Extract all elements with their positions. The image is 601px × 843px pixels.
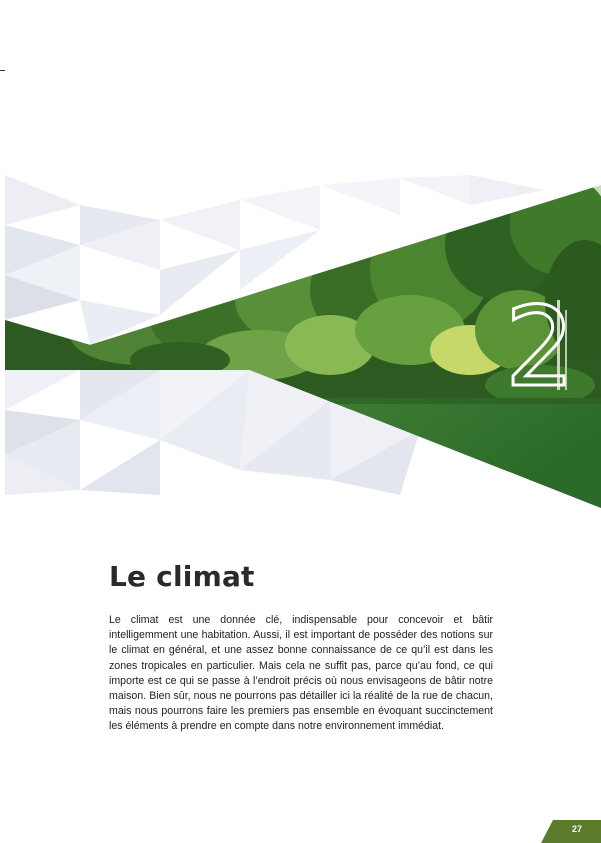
chapter-intro-paragraph: Le climat est une donnée clé, indispensable pour concevoir et bâtir intelligemment une habitation. Aussi, il est important de posséder des notions sur le climat en général, et une assez bonne connaissance de ce qu’il est dans les zones tropicales en particulier. Mais cela ne suffit pas, parce qu’au fond, ce qui importe est ce qui se passe à l’endroit précis où nous envisageons de bâtir notre maison. Bien sûr, nous ne pourrons pas détailler ici la réalité de la rue de chacun, mais nous pourrons faire les premiers pas ensemble en évoquant succinctement les éléments à prendre en compte dans notre environnement immédiat. <box>109 614 493 733</box>
chapter-number: 2 <box>505 283 575 411</box>
chapter-title: Le climat <box>109 560 255 593</box>
page-number: 27 <box>571 824 582 834</box>
